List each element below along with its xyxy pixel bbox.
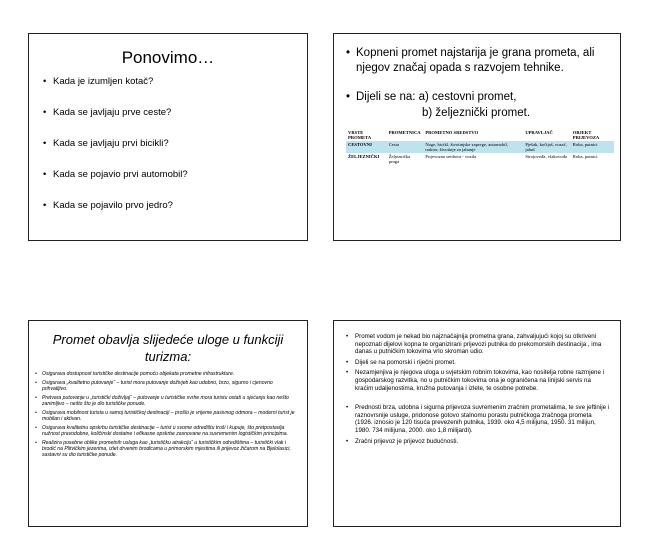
slide-1[interactable] [28,33,308,241]
list-item [43,200,307,211]
bullet-text: Kada se javljaju prvi bicikli? [53,138,169,149]
table-header: PROMETNICA [388,130,421,135]
table-cell: Strojovođa, vlakovođa [525,154,567,159]
bullet-icon: • [35,410,37,416]
bullet-text: Osigurava kvalitetnu opskrbu turističke destinacije – turist u svome odredištu troši i kupuje, što pretpostavlja nužnost pravodobne, količinski dostatne i efikasne opskrbe zasnovane na suvremenim logističkim principima. [42,425,289,437]
list-item [35,380,299,392]
bullet-text: Prednosti brza, udobna i sigurna prijevoza suvremenim zračnim prometalima, te sve jeftinije i raznovrsnije usluge, pridonose gotovo stalnomu porastu putničkoga zračnoga prometa (1926. iznosio je 120 tisuća prevezenih putnika, 1939. oko 4,5 milijuna, 1950. 31 milijun, 1980. 734 milijuna, 2000. oko 1,8 milijardi). [355,404,610,434]
bullet-icon: • [35,380,37,386]
bullet-text: Osigurava mobilnost turista u samoj turističkoj destinaciji – prošlo je vrijeme pasivnog odmora – moderni turist je mobilan i aktivan. [42,410,295,422]
table-header: PROMETNO SREDSTVO [425,130,479,135]
table-header-row [346,129,614,141]
table-header: VRSTE PROMETA [348,130,372,140]
bullet-icon: • [346,437,349,445]
table-cell: Željeznička pruga [388,154,411,164]
bullet-icon: • [43,169,47,180]
list-item [35,371,299,377]
bullet-icon: • [43,107,47,118]
bullet-text: Pretvara putovanje u „turistički doživljaj“ – putovanje u turističke svrhe mora turistu ostati u sjećanju kao nešto zanimljivo – nešto što je dio turističke ponude. [42,395,289,407]
bullet-icon: • [43,138,47,149]
list-item [346,404,610,434]
list-item [43,107,307,118]
table-cell: Cesta [387,141,424,153]
list-item [346,333,610,356]
bullet-list [334,333,620,445]
bullet-icon: • [35,371,37,377]
table-cell: Noge, bicikl, životinjske zaprege, automobil, traktor, životinje za jahanje [423,141,523,153]
bullet-text: Kada se javljaju prve ceste? [53,107,172,118]
bullet-list [334,46,620,105]
bullet-icon: • [346,358,349,366]
bullet-text: Dijeli se na pomorski i riječni promet. [355,358,456,366]
bullet-text: Osigurava „kvalitetno putovanje“ – turist mora putovanje doživjeti kao udobno, brzo, sigurno i cjenovno prihvatljivo. [42,380,273,392]
bullet-icon: • [35,440,37,446]
list-item [346,438,610,446]
bullet-text: Osigurava dostupnost turističke destinacije pomoću objekata prometne infrastrukture. [42,371,235,377]
slide-4[interactable] [333,320,621,527]
slide-title: Promet obavlja slijedeće uloge u funkciji turizma: [52,332,284,364]
list-item [346,369,610,392]
table-cell: ŽELJEZNIČKI [348,154,380,159]
table-header: UPRAVLJAČ [525,130,553,135]
bullet-text: Zračni prijevoz je prijevoz budućnosti. [355,437,459,445]
bullet-icon: • [43,200,47,211]
list-item [346,359,610,367]
slide-2[interactable] [333,33,621,241]
bullet-icon: • [346,404,349,412]
transport-table [346,129,614,165]
bullet-text: Promet vodom je nekad bio najznačajnija prometna grana, zahvaljujući kojoj su otkriveni nepoznati dijelovi kopna te organizirani prijevozi putnika do prekomorskih destinacija , ima danas u putničkim tokovima vrlo skroman udio. [355,333,602,356]
bullet-icon: • [346,333,349,340]
list-item [346,90,610,105]
bullet-icon: • [346,47,351,59]
list-item [43,76,307,87]
bullet-text: Realizira posebne oblike prometnih usluga kao „turističku atrakciju“ u turističkim odredištima – turistički vlak i brodić na Plitvičkim jezerima, izlet drvenim brodicama u primorskim mjestima ili prijevoz žičarom na Bjelolasici, sastavni su dio turističke ponude. [42,440,291,458]
bullet-text: Kada se pojavilo prvo jedro? [53,200,173,211]
bullet-icon: • [346,369,349,377]
table-cell: Roba, putnici [571,141,614,153]
bullet-icon: • [346,91,351,103]
table-row [346,153,614,165]
table-cell: Pješak, kočijaš, vozač, jahač [523,141,570,153]
list-item [43,169,307,180]
bullet-text: Kopneni promet najstarija je grana prometa, ali njegov značaj opada s razvojem tehnike. [356,47,595,74]
list-item [35,440,299,458]
slide-3[interactable] [28,320,308,527]
bullet-text: Kada je izumljen kotač? [53,76,154,87]
list-item [35,395,299,407]
bullet-text: Nezamjenjiva je njegova uloga u svjetskim robnim tokovima, kao nositelja robne razmjene i gospodarskog razvitka, no u putničkim tokovima ona je ograničena na linijski servis na kraćim udaljenostima, kružna putovanja i izlete, te osobne potrebe. [355,369,604,392]
bullet-text: Kada se pojavio prvi automobil? [53,169,188,180]
table-cell: Roba, putnici [572,154,598,159]
table-cell: Prijevozna sredstva - vozila [425,154,477,159]
bullet-icon: • [35,395,37,401]
bullet-continuation: b) željeznički promet. [422,107,531,119]
slide-title: Ponovimo… [121,48,215,67]
list-item [35,410,299,422]
list-item [43,138,307,149]
list-item [35,425,299,437]
table-row [346,141,614,153]
bullet-icon: • [35,425,37,431]
bullet-list [29,371,307,458]
table-cell: CESTOVNI [346,141,387,153]
list-item [346,46,610,76]
bullet-text: Dijeli se na: a) cestovni promet, [356,91,517,103]
bullet-icon: • [43,76,47,87]
bullet-list [29,76,307,211]
table-header: OBJEKT PRIJEVOZA [572,130,600,140]
